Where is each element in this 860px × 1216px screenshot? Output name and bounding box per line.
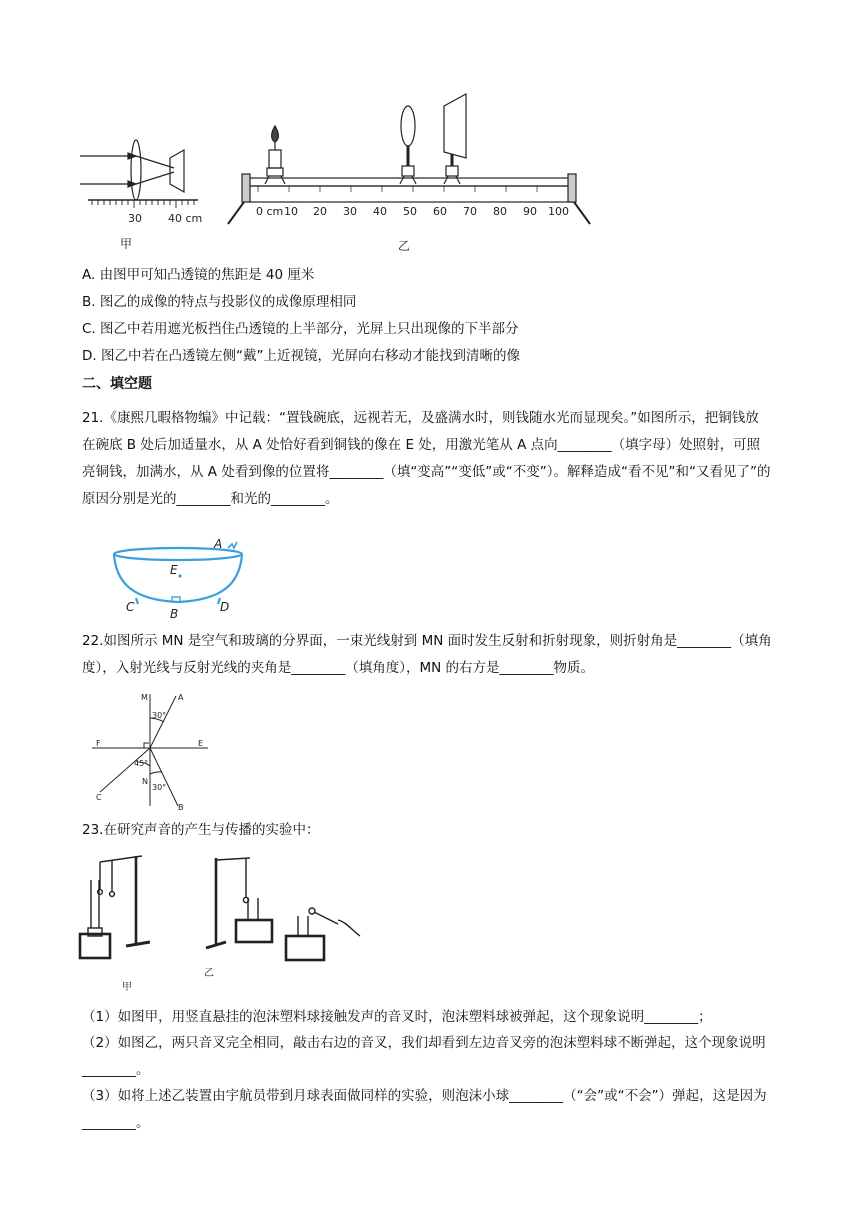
ray-label-f: F bbox=[96, 739, 101, 748]
yi-tick-70: 70 bbox=[463, 205, 477, 218]
ray-label-a: A bbox=[178, 693, 184, 702]
angle-top: 30° bbox=[152, 711, 167, 720]
ray-label-e: E bbox=[198, 739, 204, 748]
bowl-figure bbox=[108, 538, 248, 620]
yi-tick-80: 80 bbox=[493, 205, 507, 218]
q23-p1: （1）如图甲，用竖直悬挂的泡沫塑料球接触发声的音叉时，泡沫塑料球被弹起，这个现象说明________； bbox=[82, 1009, 712, 1025]
section-title: 二、填空题 bbox=[82, 376, 152, 392]
yi-label: 乙 bbox=[398, 239, 411, 253]
bowl-label-d: D bbox=[220, 600, 230, 614]
figure-jia bbox=[80, 140, 198, 208]
jia-label: 甲 bbox=[120, 237, 133, 251]
tuning-fork-figure bbox=[76, 850, 366, 998]
q23-p2: （2）如图乙，两只音叉完全相同，敲击右边的音叉，我们却看到左边音叉旁的泡沫塑料球不断弹起，这个现象说明________。 bbox=[82, 1035, 766, 1078]
q23-p3: （3）如将上述乙装置由宇航员带到月球表面做同样的实验，则泡沫小球________（“会”或“不会”）弹起，这是因为________。 bbox=[82, 1088, 767, 1131]
fig23-label-yi: 乙 bbox=[204, 968, 214, 979]
refraction-figure bbox=[88, 688, 212, 812]
yi-tick-100: 100 bbox=[548, 205, 569, 218]
ray-label-n: N bbox=[142, 777, 148, 786]
yi-tick-40: 40 bbox=[373, 205, 387, 218]
yi-tick-60: 60 bbox=[433, 205, 447, 218]
q23-intro: 23.在研究声音的产生与传播的实验中： bbox=[82, 822, 320, 838]
yi-tick-50: 50 bbox=[403, 205, 417, 218]
fig23-label-jia: 甲 bbox=[122, 982, 132, 993]
lens-experiment-figure bbox=[78, 88, 598, 258]
bowl-label-b: B bbox=[170, 607, 179, 620]
angle-mid: 45° bbox=[134, 759, 149, 768]
option-b: B. 图乙的成像的特点与投影仪的成像原理相同 bbox=[82, 294, 357, 310]
jia-tick-40: 40 cm bbox=[168, 212, 203, 225]
bowl-label-c: C bbox=[126, 600, 135, 614]
ray-label-b: B bbox=[178, 803, 184, 812]
bowl-label-a: A bbox=[214, 538, 223, 551]
yi-tick-30: 30 bbox=[343, 205, 357, 218]
yi-tick-10: 10 bbox=[284, 205, 298, 218]
q22-text: 22.如图所示 MN 是空气和玻璃的分界面，一束光线射到 MN 面时发生反射和折射现象，则折射角是________（填角度），入射光线与反射光线的夹角是________（填角度），MN 的右方是________物质。 bbox=[82, 633, 772, 676]
ray-label-m: M bbox=[141, 693, 148, 702]
option-a: A. 由图甲可知凸透镜的焦距是 40 厘米 bbox=[82, 267, 315, 283]
angle-bottom: 30° bbox=[152, 783, 167, 792]
ray-label-c: C bbox=[96, 793, 102, 802]
jia-tick-30: 30 bbox=[128, 212, 142, 225]
option-d: D. 图乙中若在凸透镜左侧“戴”上近视镜，光屏向右移动才能找到清晰的像 bbox=[82, 348, 520, 364]
yi-tick-90: 90 bbox=[523, 205, 537, 218]
yi-tick-0: 0 cm bbox=[256, 205, 284, 218]
q21-text: 21.《康熙几暇格物编》中记载：“置钱碗底，远视若无，及盛满水时，则钱随水光而显现矣。”如图所示，把铜钱放在碗底 B 处后加适量水，从 A 处恰好看到铜钱的像在 E 处，用激光笔从 A 点向________（填字母）处照射，可照亮铜钱，加满水，从 A 处看到像的位置将________（填“变高”“变低”或“不变”）。解释造成“看不见”和“又看见了”的原因分别是光的________和光的________。 bbox=[82, 410, 771, 507]
yi-tick-20: 20 bbox=[313, 205, 327, 218]
option-c: C. 图乙中若用遮光板挡住凸透镜的上半部分，光屏上只出现像的下半部分 bbox=[82, 321, 519, 337]
bowl-label-e: E bbox=[170, 563, 178, 577]
